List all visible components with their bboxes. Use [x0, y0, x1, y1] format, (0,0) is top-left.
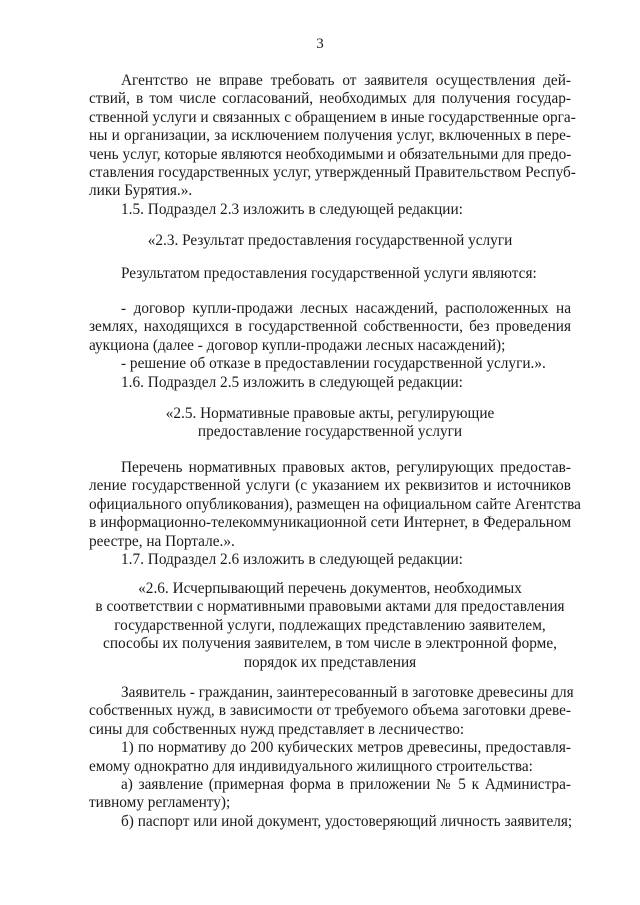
text-line: в соответствии с нормативными правовыми актами для предоставления — [95, 598, 565, 616]
text-line: - договор купли-продажи лесных насаждений, расположенных на — [121, 300, 571, 317]
text-line: лики Бурятия.». — [89, 182, 193, 200]
text-block — [89, 300, 571, 392]
text-line: землях, находящихся в государственной собственности, без проведения — [89, 318, 571, 336]
text-line: ставления государственных услуг, утвержденный Правительством Респуб- — [89, 163, 576, 181]
text-line: «2.3. Результат предоставления государственной услуги — [147, 232, 513, 249]
text-line: б) паспорт или иной документ, удостоверяющий личность заявителя; — [121, 812, 573, 830]
text-block — [89, 684, 574, 831]
text-line: государственной услуги, подлежащих представлению заявителем, — [114, 616, 546, 634]
text-line: официального опубликования), размещен на официальном сайте Агентства — [89, 495, 581, 513]
text-line: предоставление государственной услуги — [197, 423, 463, 441]
text-line: «2.6. Исчерпывающий перечень документов, необходимых — [138, 580, 522, 597]
text-line: Заявитель - гражданин, заинтересованный в заготовке древесины для — [121, 684, 574, 701]
text-line: чень услуг, которые являются необходимыми и обязательными для предо- — [89, 145, 572, 163]
text-line: Перечень нормативных правовых актов, регулирующих предостав- — [121, 459, 571, 476]
text-line: собственных нужд, в зависимости от требуемого объема заготовки древе- — [89, 702, 571, 720]
text-block — [89, 580, 571, 672]
text-line: реестре, на Портале.». — [89, 532, 235, 550]
text-line: ствий, в том числе согласований, необходимых для получения государ- — [89, 90, 571, 108]
text-line: а) заявление (примерная форма в приложении № 5 к Администра- — [121, 775, 571, 793]
text-line: 1) по нормативу до 200 кубических метров древесины, предоставля- — [121, 739, 571, 757]
text-line: аукциона (далее - договор купли-продажи лесных насаждений); — [89, 336, 506, 354]
text-block — [89, 405, 571, 442]
text-line: 1.7. Подраздел 2.6 изложить в следующей редакции: — [121, 550, 463, 568]
page-number: 3 — [316, 36, 324, 52]
text-line: в информационно-телекоммуникационной сети Интернет, в Федеральном — [89, 514, 571, 532]
text-block — [89, 459, 581, 569]
text-line: ны и организации, за исключением получения услуг, включенных в пере- — [89, 127, 571, 145]
text-line: «2.5. Нормативные правовые акты, регулирующие — [165, 405, 495, 422]
text-block — [89, 72, 576, 219]
text-block — [89, 265, 571, 283]
text-line: 1.6. Подраздел 2.5 изложить в следующей редакции: — [121, 373, 463, 391]
text-line: - решение об отказе в предоставлении государственной услуги.». — [121, 355, 546, 373]
text-line: порядок их представления — [243, 653, 417, 671]
text-line: сины для собственных нужд представляет в лесничество: — [89, 720, 465, 738]
text-line: ственной услуги и связанных с обращением в иные государственные орга- — [89, 108, 576, 126]
text-line: Результатом предоставления государственной услуги являются: — [121, 265, 537, 282]
text-line: ление государственной услуги (с указанием их реквизитов и источников — [89, 477, 571, 495]
text-line: тивному регламенту); — [89, 794, 231, 812]
text-line: емому однократно для индивидуального жилищного строительства: — [89, 757, 533, 775]
text-line: Агентство не вправе требовать от заявителя осуществления дей- — [121, 72, 571, 89]
text-line: 1.5. Подраздел 2.3 изложить в следующей редакции: — [121, 200, 463, 218]
text-block — [89, 232, 571, 250]
text-line: способы их получения заявителем, в том числе в электронной форме, — [103, 635, 557, 653]
